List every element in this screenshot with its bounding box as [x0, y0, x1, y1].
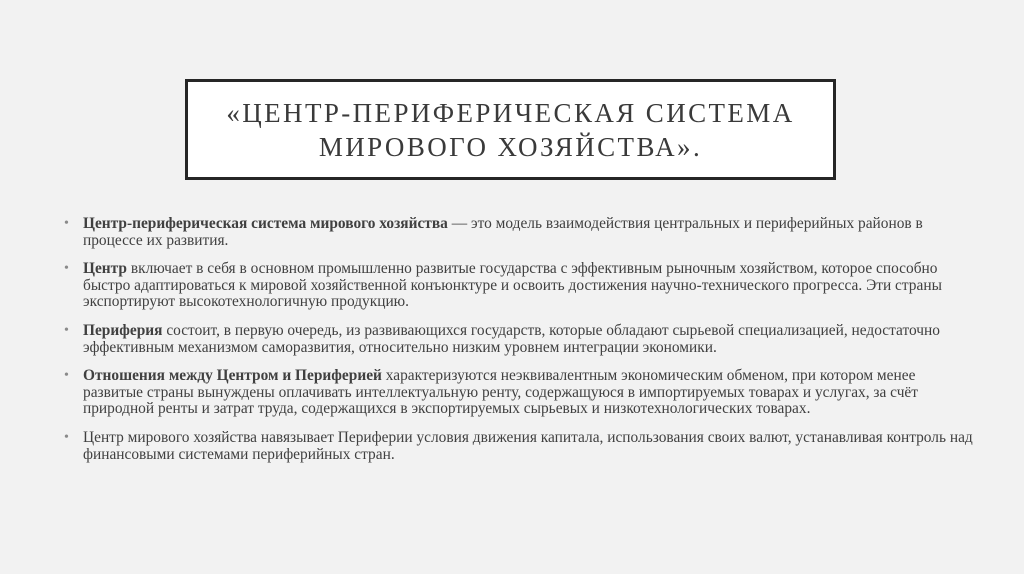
bullet-marker: • — [64, 368, 69, 384]
title-box — [185, 79, 836, 180]
bullet-text: состоит, в первую очередь, из развивающихся государств, которые обладают сырьевой специализацией, недостаточно эффективным механизмом саморазвития, относительно низким уровнем интеграции экономики. — [83, 321, 940, 356]
bullet-item-definition — [64, 216, 974, 249]
bullet-item-relations — [64, 368, 974, 418]
slide-title: «ЦЕНТР-ПЕРИФЕРИЧЕСКАЯ СИСТЕМА МИРОВОГО ХОЗЯЙСТВА». — [226, 97, 795, 162]
bullet-bold-term: Периферия — [83, 321, 163, 339]
bullet-item-capital-control — [64, 430, 974, 463]
bullet-marker: • — [64, 261, 69, 277]
bullet-text: Центр мирового хозяйства навязывает Периферии условия движения капитала, использования своих валют, устанавливая контроль над финансовыми системами периферийных стран. — [83, 428, 973, 463]
bullet-bold-term: Центр-периферическая система мирового хозяйства — [83, 215, 448, 232]
bullet-item-center — [64, 261, 974, 311]
bullet-marker: • — [64, 216, 69, 231]
bullet-bold-term: Центр — [83, 260, 127, 278]
bullet-bold-term: Отношения между Центром и Периферией — [83, 367, 382, 385]
bullet-marker: • — [64, 429, 69, 445]
bullet-text: включает в себя в основном промышленно развитые государства с эффективным рыночным хозяйством, которое способно быстро адаптироваться к мировой хозяйственной конъюнктуре и освоить достижения научно-технического прогресса. Эти страны экспортируют высокотехнологичную продукцию. — [83, 260, 942, 311]
bullet-marker: • — [64, 322, 69, 338]
bullet-list — [64, 216, 974, 475]
bullet-item-periphery — [64, 323, 974, 356]
bullet-text: характеризуются неэквивалентным экономическим обменом, при котором менее развитые страны вынуждены оплачивать интеллектуальную ренту, содержащуюся в импортируемых товарах и услугах, за счёт природной ренты и затрат труда, содержащихся в экспортируемых сырьевых и низкотехнологических товарах. — [83, 367, 918, 418]
bullet-text: — это модель взаимодействия центральных и периферийных районов в процессе их развития. — [83, 215, 923, 249]
